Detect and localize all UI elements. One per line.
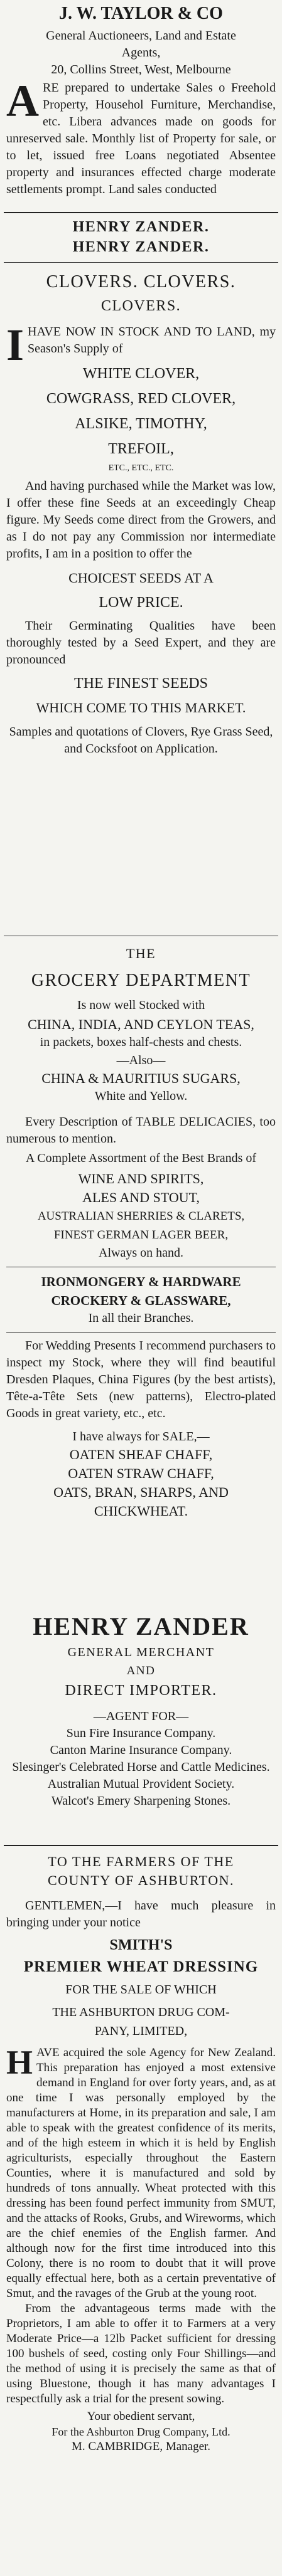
premier-wheat-dressing: PREMIER WHEAT DRESSING bbox=[23, 1958, 259, 1975]
and-line: AND bbox=[126, 1664, 156, 1677]
divider bbox=[4, 1845, 278, 1846]
germination-text: Their Germinating Qualities have been thoroughly tested by a Seed Expert, and they are pronounced bbox=[6, 619, 276, 667]
signer: M. CAMBRIDGE, Manager. bbox=[71, 2440, 211, 2453]
agency-walcot: Walcot's Emery Sharpening Stones. bbox=[51, 1794, 231, 1808]
alsike: ALSIKE, TIMOTHY, bbox=[75, 416, 207, 432]
cowgrass: COWGRASS, RED CLOVER, bbox=[46, 391, 236, 407]
agency-amp: Australian Mutual Provident Society. bbox=[47, 1777, 235, 1791]
table-delicacies: Every Description of TABLE DELICACIES, too numerous to mention. bbox=[6, 1115, 276, 1146]
branches: In all their Branches. bbox=[88, 1311, 194, 1325]
teas: CHINA, INDIA, AND CEYLON TEAS, bbox=[28, 1016, 254, 1032]
to-farmers: TO THE FARMERS OF THE bbox=[48, 1854, 234, 1869]
chickwheat: CHICKWHEAT. bbox=[94, 1503, 188, 1519]
gentlemen: GENTLEMEN,—I have much pleasure in bringing under your notice bbox=[6, 1899, 276, 1929]
german-lager: FINEST GERMAN LAGER BEER, bbox=[53, 1228, 229, 1242]
taylor-advertisement bbox=[0, 0, 282, 210]
smiths-advertisement bbox=[0, 1849, 282, 2576]
grocery-advertisement bbox=[0, 939, 282, 1607]
divider bbox=[4, 212, 278, 213]
clovers-body: And having purchased while the Market was low, I offer these fine Seeds at an exceedingly Cheap figure. My Seeds come direct from the Growers, and as I do not pay any Commission nor intermediate profits, I am in a position to offer the bbox=[6, 479, 276, 561]
smiths-name: SMITH'S bbox=[109, 1937, 173, 1953]
agency-slesinger: Slesinger's Celebrated Horse and Cattle Medicines. bbox=[12, 1760, 270, 1774]
ales-and-stout: ALES AND STOUT, bbox=[82, 1190, 200, 1205]
divider bbox=[6, 1332, 276, 1333]
etc-line: ETC., ETC., ETC. bbox=[108, 463, 174, 473]
smiths-body-2: From the advantageous terms made with the Proprietors, I am able to offer it to Farmers at a very Moderate Price—a 12lb Packet sufficient for dressing 100 bushels of seed, costing only Four Shillings—and the method of using it is precisely the same as that of using Bluestone, though it has many advantages I respectfully ask a trial for the present sowing. bbox=[6, 2302, 276, 2405]
direct-importer: DIRECT IMPORTER. bbox=[65, 1682, 217, 1699]
zander-merchant-advertisement bbox=[0, 1608, 282, 1837]
taylor-body: RE prepared to undertake Sales o Freehold Property, Househol Furniture, Merchandise, etc. Libera advances made on goods for unreserved sale. Monthly list of Property for sale, or to let, issued free Loans negotiated Absentee property and insurances effected charge moderate settlements prompt. Land sales conducted bbox=[6, 81, 276, 196]
clovers-subheading: CLOVERS. bbox=[100, 298, 182, 314]
drug-company-1: THE ASHBURTON DRUG COM- bbox=[52, 2005, 230, 2019]
which-come: WHICH COME TO THIS MARKET. bbox=[36, 700, 246, 715]
general-merchant: GENERAL MERCHANT bbox=[67, 1645, 215, 1659]
assortment: A Complete Assortment of the Best Brands of bbox=[25, 1151, 257, 1165]
oats-bran: OATS, BRAN, SHARPS, AND bbox=[53, 1484, 229, 1500]
samples-text: Samples and quotations of Clovers, Rye Grass Seed, and Cocksfoot on Application. bbox=[9, 725, 273, 756]
smiths-dropcap: H bbox=[6, 2044, 33, 2081]
white-clover: WHITE CLOVER, bbox=[82, 366, 200, 382]
agent-for: —AGENT FOR— bbox=[93, 1709, 189, 1723]
agency-canton: Canton Marine Insurance Company. bbox=[50, 1743, 232, 1757]
white-and-yellow: White and Yellow. bbox=[94, 1089, 188, 1103]
zander-banner-line-2: HENRY ZANDER. bbox=[72, 239, 210, 255]
zander-name: HENRY ZANDER bbox=[33, 1612, 249, 1640]
taylor-line-2: Agents, bbox=[121, 46, 161, 60]
stocked-with: Is now well Stocked with bbox=[77, 998, 205, 1012]
county-ashburton: COUNTY OF ASHBURTON. bbox=[48, 1872, 234, 1888]
low-price: LOW PRICE. bbox=[99, 594, 183, 611]
oaten-straw-chaff: OATEN STRAW CHAFF, bbox=[68, 1465, 214, 1481]
always-on-hand: Always on hand. bbox=[99, 1246, 183, 1260]
taylor-heading: J. W. TAYLOR & CO bbox=[59, 4, 223, 23]
packets: in packets, boxes half-chests and chests. bbox=[40, 1035, 242, 1049]
taylor-address: 20, Collins Street, West, Melbourne bbox=[51, 63, 231, 77]
wedding-presents: For Wedding Presents I recommend purchasers to inspect my Stock, where they will find beautiful Dresden Plaques, China Figures (by the best artists), Tête-a-Tête Sets (new patterns), Electro-plated Goods in great variety, etc., etc. bbox=[6, 1339, 276, 1420]
australian-sherries: AUSTRALIAN SHERRIES & CLARETS, bbox=[37, 1210, 245, 1223]
trefoil: TREFOIL, bbox=[108, 441, 174, 457]
grocery-heading: GROCERY DEPARTMENT bbox=[31, 971, 251, 990]
grocery-the: THE bbox=[126, 946, 156, 961]
for-sale-of-which: FOR THE SALE OF WHICH bbox=[65, 1983, 217, 1997]
oaten-sheaf-chaff: OATEN SHEAF CHAFF, bbox=[69, 1447, 213, 1462]
zander-banner-line-1: HENRY ZANDER. bbox=[72, 219, 210, 235]
clovers-advertisement bbox=[0, 266, 282, 932]
taylor-line-1: General Auctioneers, Land and Estate bbox=[46, 29, 236, 43]
clovers-intro: HAVE NOW IN STOCK AND TO LAND, my Season's Supply of bbox=[28, 325, 276, 356]
finest-seeds: THE FINEST SEEDS bbox=[74, 675, 208, 692]
wine-and-spirits: WINE AND SPIRITS, bbox=[78, 1171, 204, 1186]
taylor-dropcap: A bbox=[6, 76, 39, 126]
agency-sun-fire: Sun Fire Insurance Company. bbox=[66, 1726, 216, 1740]
ironmongery: IRONMONGERY & HARDWARE bbox=[41, 1274, 241, 1289]
divider bbox=[4, 262, 278, 263]
choicest-seeds: CHOICEST SEEDS AT A bbox=[68, 570, 214, 586]
sugars: CHINA & MAURITIUS SUGARS, bbox=[41, 1070, 241, 1086]
sale-line: I have always for SALE,— bbox=[72, 1430, 210, 1444]
smiths-body-1: AVE acquired the sole Agency for New Zealand. This preparation has enjoyed a most extensive demand in England for over forty years, and, as at one time I was personally employed by the manufacturers at Home, in its preparation and sale, I am able to speak with the greatest confidence of its merits, and of the high esteem in which it is held by English agriculturists, especially throughout the Eastern Counties, where it is manufactured and sold by hundreds of tons annually. Wheat protected with this dressing has been found perfect immunity from SMUT, and the attacks of Rooks, Grubs, and Wireworms, which are the chief enemies of the English farmer. And although now for the first time introduced into this Colony, there is no room to doubt that it will prove equally effectual here, both as a certain preventative of Smut, and the ravages of the Grub at the young root. bbox=[6, 2046, 276, 2300]
for-company: For the Ashburton Drug Company, Ltd. bbox=[52, 2426, 230, 2438]
zander-banner bbox=[0, 216, 282, 260]
obedient-servant: Your obedient servant, bbox=[87, 2410, 195, 2423]
crockery: CROCKERY & GLASSWARE, bbox=[51, 1293, 231, 1308]
clovers-dropcap: I bbox=[6, 320, 24, 370]
clovers-heading: CLOVERS. CLOVERS. bbox=[46, 272, 236, 292]
also-line: —Also— bbox=[116, 1053, 166, 1067]
drug-company-2: PANY, LIMITED, bbox=[94, 2024, 188, 2038]
